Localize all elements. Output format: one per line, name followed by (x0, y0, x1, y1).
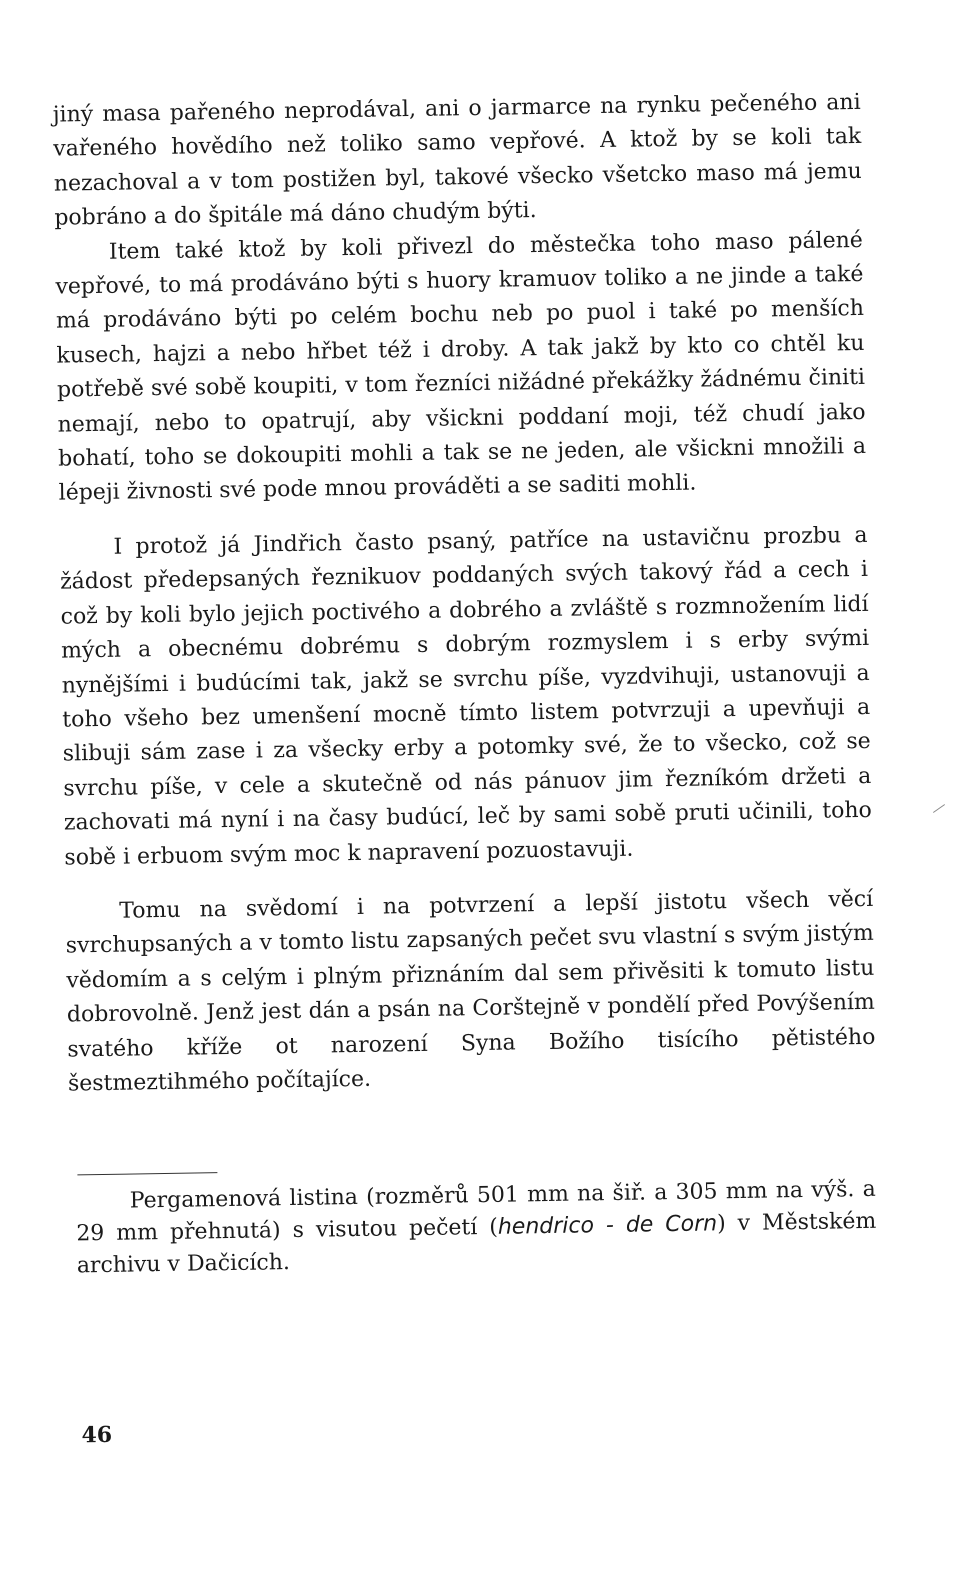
seal-inscription: hendrico - de Corn (497, 1211, 718, 1240)
footnote-text-start: Pergamenová listina (rozměrů 501 mm na šiř. a 305 mm na výš. a 29 mm přehnutá) s visutou pečetí ( (76, 1176, 876, 1247)
footnote-divider (77, 1172, 217, 1175)
main-text (53, 86, 877, 1102)
paragraph-4: Tomu na svědomí i na potvrzení a lepší jistotu všech věcí svrchupsaných a v tomto listu zapsaných pečet svu vlastní s svým jistým vědomím a s celým i plným přiznáním dal sem přivěsiti k tomuto listu dobrovolně. Jenž jest dán a psán na Corštejně v pondělí před Povýšením svatého kříže ot narození Syna Božího tisícího pětistého šestmeztihmého počítajíce. (65, 886, 876, 1097)
footnote (76, 1174, 877, 1283)
paragraph-2: Item také ktož by koli přivezl do městečka toho maso pálené vepřové, to má prodáváno býti s huory kramuov toliko a ne jinde a také má prodáváno býti po celém bochu neb po puol i také po menších kusech, hajzi a nebo hřbet též i droby. A tak jakž by kto co chtěl ku potřebě své sobě koupiti, v tom řezníci nižádné překážky žádnému činiti nemají, nebo to opatrují, aby všickni poddaní moji, též chudí jako bohatí, toho se dokoupiti mohli a tak se ne jeden, ale všickni množili a lépeji živnosti své pode mnou prováděti a se saditi mohli. (55, 227, 867, 507)
footnote-text-end: ) v Městském archivu v Dačicích. (76, 1208, 877, 1279)
page-number: 46 (81, 1421, 113, 1449)
paragraph-1: jiný masa pařeného neprodával, ani o jarmarce na rynku pečeného ani vařeného hovědího než toliko samo vepřové. A ktož by se koli tak nezachoval a v tom postižen byl, takové všecko všetcko maso má jemu pobráno a do špitále má dáno chudým býti. (52, 89, 862, 231)
paragraph-3: I protož já Jindřich často psaný, patříce na ustavičnu prozbu a žádost předepsaných řeznikuov poddaných svých takový řád a cech i což by koli bylo jejich poctivého a dobrého a zvláště s rozmnožením lidí mých a obecnému dobrému s dobrým rozmyslem i s erby svými nynějšími i budúcími tak, jakž se svrchu píše, vyzdvihuji, ustanovuji a toho všeho bez umenšení mocně tímto listem potvrzuji a upevňuji a slibuji sám zase i za všecky erby a potomky své, že to všecko, což se svrchu píše, v cele a skutečně od nás pánuov jim řezníkóm držeti a zachovati má nyní i na časy budúcí, leč by sami sobě pruti učinili, toho sobě i erbuom svým moc k napravení pozuostavuji. (59, 522, 872, 871)
